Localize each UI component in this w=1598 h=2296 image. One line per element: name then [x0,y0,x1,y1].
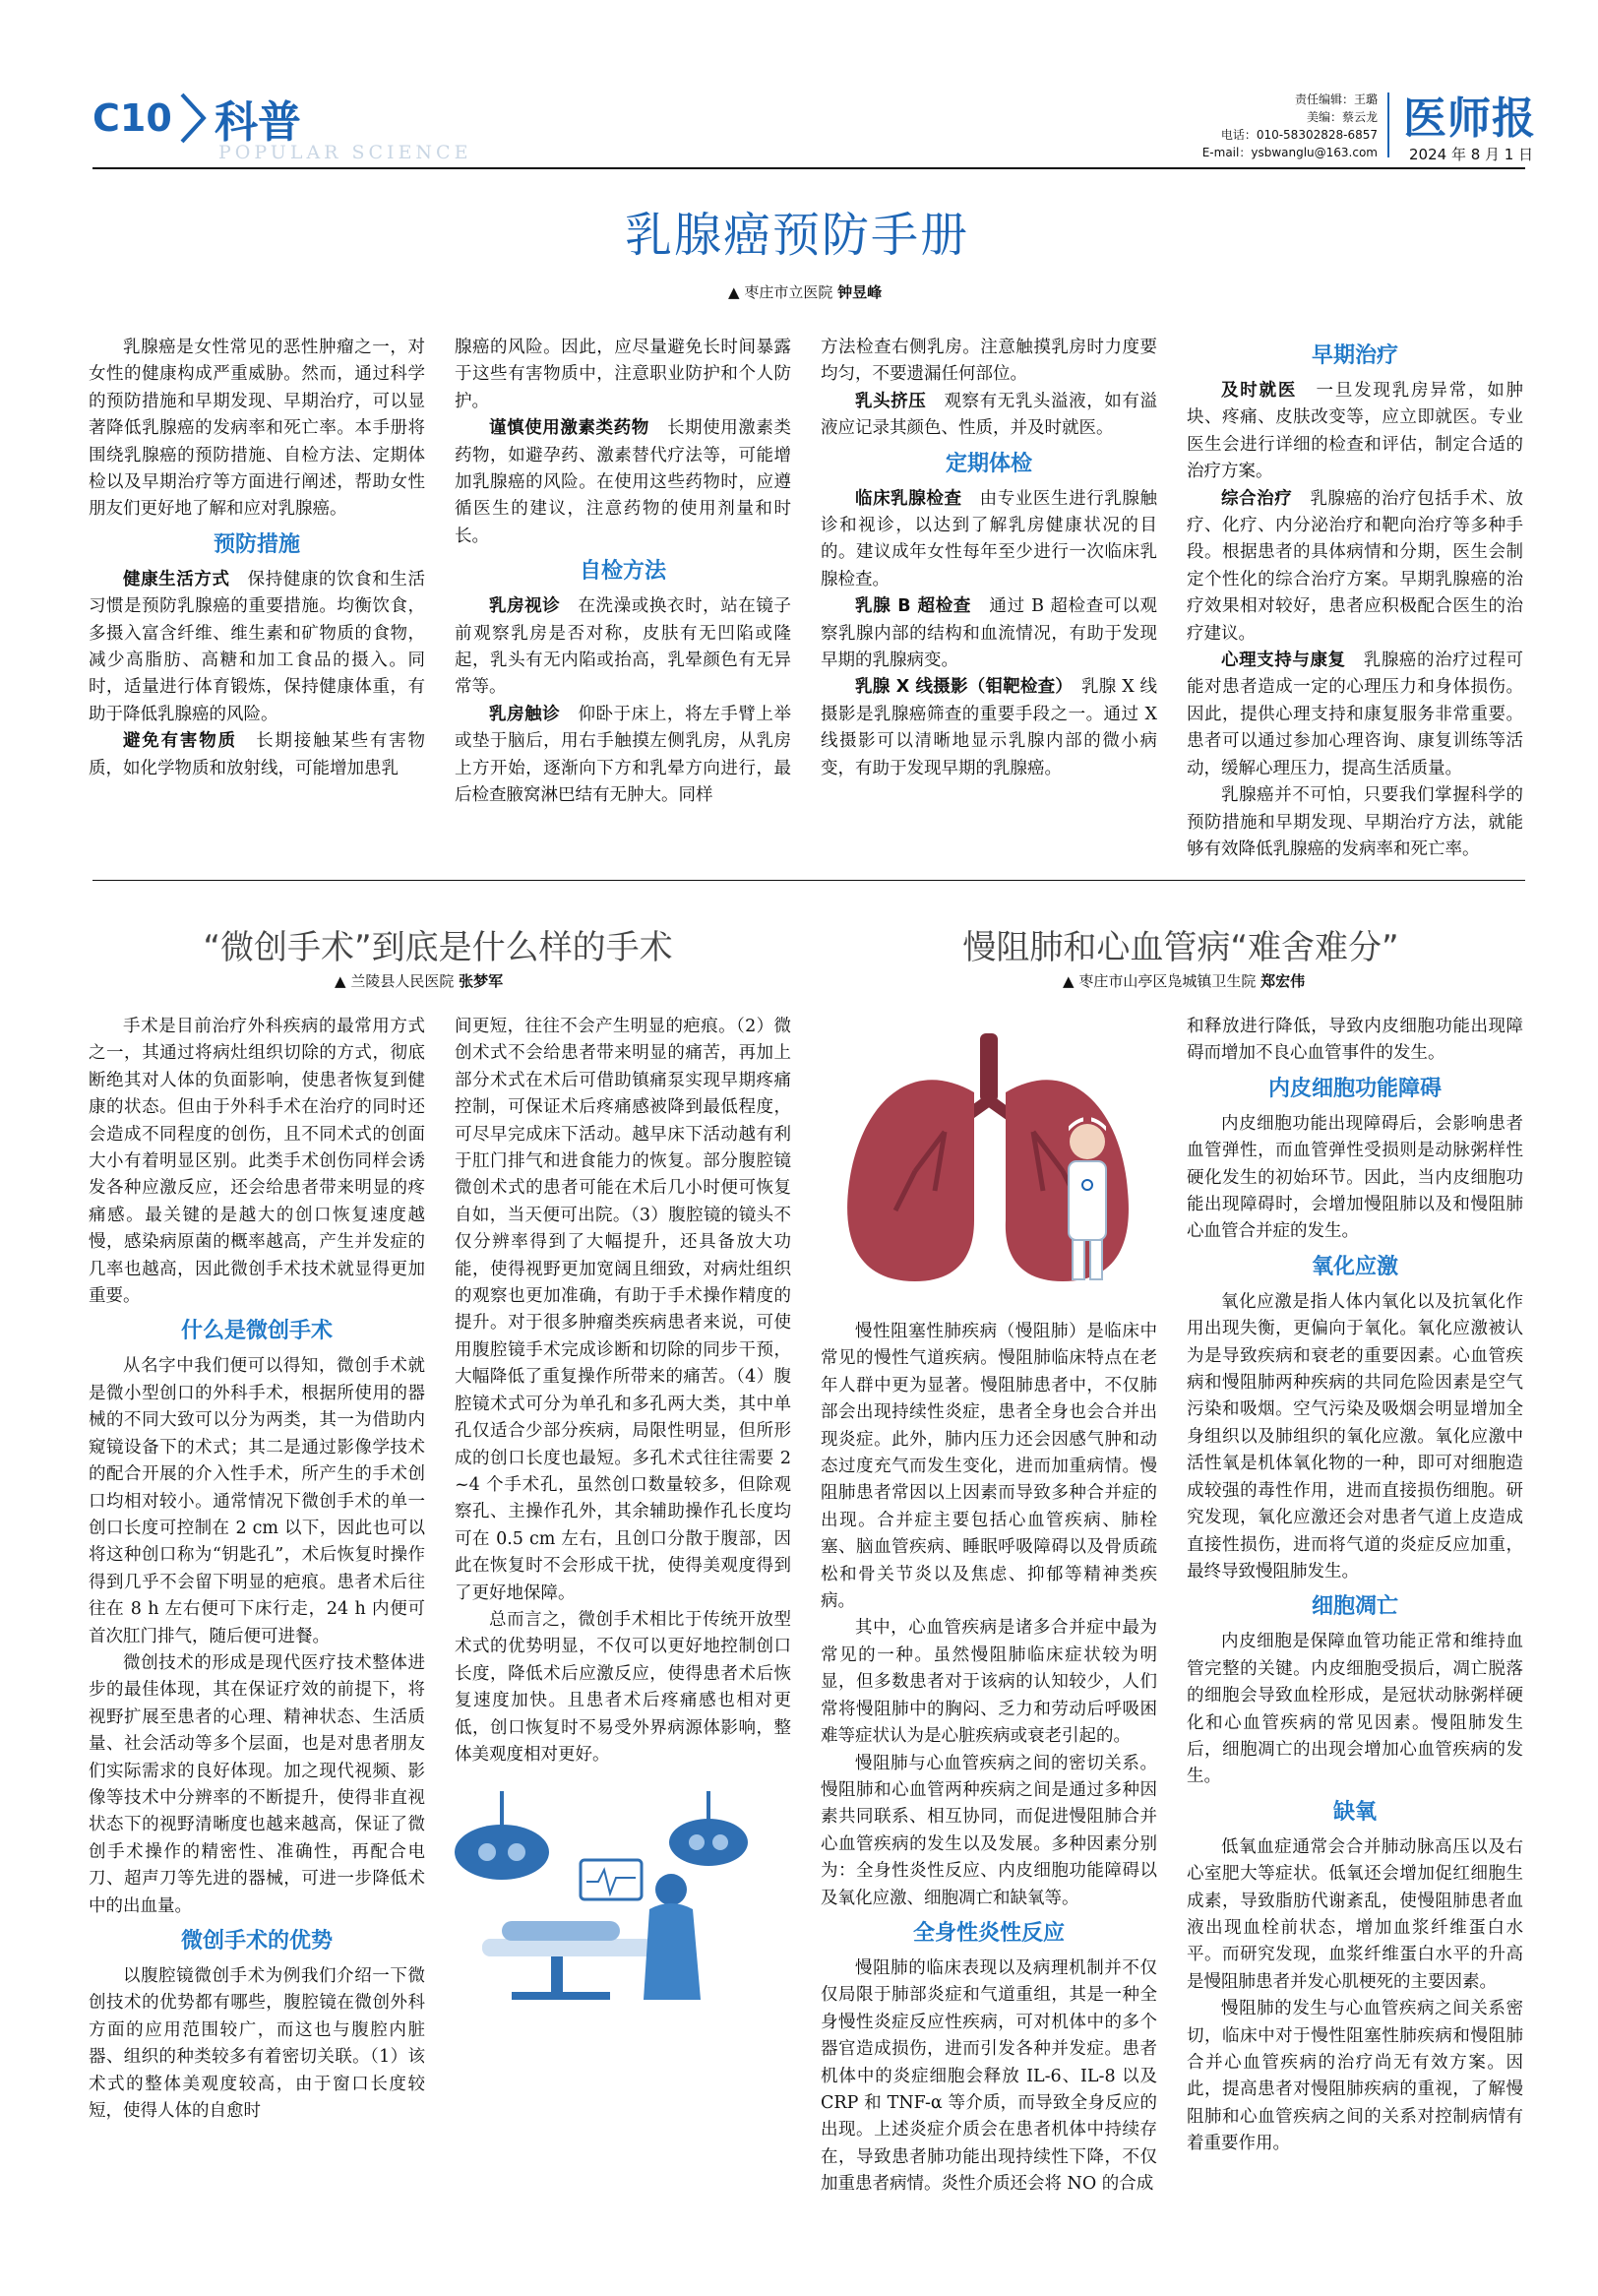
operating-table [482,1939,659,1956]
paragraph-text: 仰卧于床上，将左手臂上举或垫于脑后，用右手触摸左侧乳房，从乳房上方开始，逐渐向下方和乳晕方向进行，最后检查腋窝淋巴结有无肿大。同样 [455,704,791,806]
paragraph-text: 以腹腔镜微创手术为例我们介绍一下微创技术的优势都有哪些，腹腔镜在微创外科方面的应用范围较广，而这也与腹腔内脏器、组织的种类较多有着密切关联。（1）该术式的整体美观度较高，由于窗口长度较短，使得人体的自愈时 [89,1966,425,2122]
paragraph-text: 慢阻肺的发生与心血管疾病之间关系密切，临床中对于慢性阻塞性肺疾病和慢阻肺合并心血管疾病的治疗尚无有效方案。因此，提高患者对慢阻肺疾病的重视，了解慢阻肺和心血管疾病之间的关系对控制病情有着重要作用。 [1187,1999,1523,2154]
subheading: 什么是微创手术 [180,1319,333,1344]
paragraph [455,702,791,810]
paragraph-text: 长期接触某些有害物质，如化学物质和放射线，可能增加患乳 [89,731,426,778]
header-divider [1387,93,1389,157]
article3-col2 [1187,1014,1523,2158]
article1-col2 [455,335,791,810]
paragraph [89,1650,425,1920]
editor: 责任编辑：王璐 [1294,93,1378,106]
paragraph [1187,1289,1523,1585]
paragraph [821,1615,1157,1750]
paragraph-text: 手术是目前治疗外科疾病的最常用方式之一，其通过将病灶组织切除的方式，彻底断绝其对人体的负面影响，使患者恢复到健康的状态。但由于外科手术在治疗的同时还会造成不同程度的创伤，且不同术式的创面大小有着明显区别。此类手术创伤同样会诱发各种应激反应，还会给患者带来明显的疼痛感。最关键的是越大的创口恢复速度越慢，感染病原菌的概率越高，产生并发症的几率也越高，因此微创手术技术就显得更加重要。 [89,1017,425,1307]
triangle-icon: ▲ [1063,972,1075,990]
editor-info [1132,91,1378,161]
paragraph [821,674,1157,782]
lungs-illustration [827,1024,1161,1299]
paragraph-text: 乳腺癌的治疗包括手术、放疗、化疗、内分泌治疗和靶向治疗等多种手段。根据患者的具体病情和分期，医生会制定个性化的综合治疗方案。早期乳腺癌的治疗效果相对较好，患者应积极配合医生的治疗建议。 [1187,488,1523,644]
paragraph [455,415,791,550]
paragraph [821,335,1157,389]
subheading: 早期治疗 [1311,343,1398,368]
paragraph [455,335,791,415]
subheading: 缺氧 [1332,1799,1377,1825]
paragraph [1187,1834,1523,1996]
subheading: 微创手术的优势 [180,1929,333,1954]
paragraph [1187,486,1523,648]
paragraph-text: 间更短，往往不会产生明显的疤痕。（2）微创术式不会给患者带来明显的痛苦，再加上部分术式在术后可借助镇痛泵实现早期疼痛控制，可保证术后疼痛感被降到最低程度，可尽早完成床下活动。越早床下活动越有利于肛门排气和进食能力的恢复。部分腹腔镜微创术式的患者可能在术后几小时便可恢复自如，当天便可出院。（3）腹腔镜的镜头不仅分辨率得到了大幅提升，还具备放大功能，使得视野更加宽阔且细致，对病灶组织的观察也更加准确，有助于手术操作精度的提升。对于很多肿瘤类疾病患者来说，可使用腹腔镜手术完成诊断和切除的同步干预，大幅降低了重复操作所带来的痛苦。（4）腹腔镜术式可分为单孔和多孔两大类，其中单孔仅适合少部分疾病，局限性明显，但所形成的创口长度也最短。多孔术式往往需要 2~4 个手术孔，虽然创口数量较多，但除观察孔、主操作孔外，其余辅助操作孔长度均可在 0.5 cm 左右，且创口分散于腹部，因此在恢复时不会形成干扰，使得美观度得到了更好地保障。 [455,1017,791,1603]
paragraph-text: 慢阻肺与心血管疾病之间的密切关系。慢阻肺和心血管两种疾病之间是通过多种因素共同联系、相互协同，而促进慢阻肺合并心血管疾病的发生以及发展。多种因素分别为：全身性炎性反应、内皮细胞功能障碍以及氧化应激、细胞凋亡和缺氧等。 [821,1753,1157,1908]
paragraph-lead: 心理支持与康复 [1221,651,1346,671]
paragraph-text: 保持健康的饮食和生活习惯是预防乳腺癌的重要措施。均衡饮食，多摄入富含纤维、维生素和矿物质的食物，减少高脂肪、高糖和加工食品的摄入。同时，适量进行体育锻炼，保持健康体重，有助于降低乳腺癌的风险。 [89,569,425,724]
paragraph-text: 乳腺 X 线摄影是乳腺癌筛查的重要手段之一。通过 X 线摄影可以清晰地显示乳腺内部的微小病变，有助于发现早期的乳腺癌。 [821,677,1157,778]
surgery-illustration [443,1791,768,2008]
article1-byline [728,281,882,302]
section-title: 科普 [215,97,301,148]
paragraph-text: 内皮细胞是保障血管功能正常和维持血管完整的关键。内皮细胞受损后，凋亡脱落的细胞会导致血栓形成，是冠状动脉粥样硬化和心血管疾病的常见因素。慢阻肺发生后，细胞凋亡的出现会增加心血管疾病的发生。 [1187,1632,1523,1787]
paragraph [821,1955,1157,2199]
article2-col1 [89,1014,425,2125]
paragraph-text: 一旦发现乳房异常，如肿块、疼痛、皮肤改变等，应立即就医。专业医生会进行详细的检查和评估，制定合适的治疗方案。 [1187,381,1524,482]
paragraph-text: 总而言之，微创手术相比于传统开放型术式的优势明显，不仅可以更好地控制创口长度，降低术后应激反应，使得患者术后恢复速度加快。且患者术后疼痛感也相对更低，创口恢复时不易受外界病源体影响，整体美观度相对更好。 [455,1609,791,1765]
section-rule [92,880,1525,881]
header-rule [92,167,1525,169]
paragraph [1187,378,1523,486]
article2-title: “微创手术”到底是什么样的手术 [203,928,673,967]
article1-col3 [821,335,1157,782]
article2-col2 [455,1014,791,1769]
paragraph-text: 由专业医生进行乳腺触诊和视诊，以达到了解乳房健康状况的目的。建议成年女性每年至少进行一次临床乳腺检查。 [821,488,1157,590]
paragraph-lead: 乳房触诊 [489,704,561,724]
article1-title: 乳腺癌预防手册 [624,208,969,263]
article3-col1 [821,1319,1157,2199]
paragraph [89,728,425,782]
subheading: 全身性炎性反应 [912,1920,1065,1946]
page-number: C10 [92,96,172,140]
byline-author: 张梦军 [459,972,504,990]
surgical-lamp-icon [455,1791,549,1880]
byline-org: 兰陵县人民医院 [350,972,455,990]
paragraph [455,593,791,702]
paragraph [1187,1014,1523,1068]
paragraph-lead: 及时就医 [1221,381,1298,401]
paragraph-lead: 乳头挤压 [855,391,927,411]
paragraph-text: 通过 B 超检查可以观察乳腺内部的结构和血流情况，有助于发现早期的乳腺病变。 [821,596,1157,671]
byline-author: 钟昱峰 [837,283,883,301]
subheading: 氧化应激 [1311,1254,1398,1279]
paragraph-lead: 临床乳腺检查 [855,488,962,509]
paragraph-text: 慢性阻塞性肺疾病（慢阻肺）是临床中常见的慢性气道疾病。慢阻肺临床特点在老年人群中更为显著。慢阻肺患者中，不仅肺部会出现持续性炎症，患者全身也会合并出现炎症。此外，肺内压力还会因感气肿和动态过度充气而发生变化，进而加重病情。慢阻肺患者常因以上因素而导致多种合并症的出现。合并症主要包括心血管疾病、肺栓塞、脑血管疾病、睡眠呼吸障碍以及骨质疏松和骨关节炎以及焦虑、抑郁等精神类疾病。 [821,1322,1157,1612]
paragraph-text: 乳腺癌并不可怕，只要我们掌握科学的预防措施和早期发现、早期治疗方法，就能够有效降低乳腺癌的发病率和死亡率。 [1187,785,1523,859]
subheading: 细胞凋亡 [1311,1594,1398,1620]
paragraph-lead: 乳腺 X 线摄影（钼靶检查） [855,677,1065,698]
paragraph [821,486,1157,594]
subheading: 预防措施 [213,531,300,557]
paragraph [1187,1996,1523,2157]
article3-byline [1063,970,1305,991]
paragraph-text: 微创技术的形成是现代医疗技术整体进步的最佳体现，其在保证疗效的前提下，将视野扩展至患者的心理、精神状态、生活质量、社会活动等多个层面，也是对患者朋友们实际需求的良好体现。加之现代视频、影像等技术中分辨率的不断提升，使得非直视状态下的视野清晰度也越来越高，保证了微创手术操作的精密性、准确性，再配合电刀、超声刀等先进的器械，可进一步降低术中的出血量。 [89,1652,425,1916]
triangle-icon: ▲ [728,283,740,301]
paragraph-lead: 健康生活方式 [123,569,230,590]
triangle-icon: ▲ [335,972,346,990]
paragraph [1187,1111,1523,1246]
paragraph-lead: 乳腺 B 超检查 [855,596,972,617]
paragraph-text: 在洗澡或换衣时，站在镜子前观察乳房是否对称，皮肤有无凹陷或隆起，乳头有无内陷或抬高，乳晕颜色有无异常等。 [455,596,791,698]
paragraph [821,1319,1157,1615]
patient [502,1921,620,1941]
paragraph [1187,648,1523,782]
paragraph-text: 氧化应激是指人体内氧化以及抗氧化作用出现失衡，更偏向于氧化。氧化应激被认为是导致疾病和衰老的重要因素。心血管疾病和慢阻肺两种疾病的共同危险因素是空气污染和吸烟。空气污染及吸烟会明显增加全身组织以及肺组织的氧化应激。氧化应激中活性氧是机体氧化物的一种，即可对细胞造成较强的毒性作用，进而直接损伤细胞。研究发现，氧化应激还会对患者气道上皮造成直接性损伤，进而将气道的炎症反应加重，最终导致慢阻肺发生。 [1187,1291,1523,1582]
paragraph [89,1353,425,1649]
subheading: 定期体检 [945,451,1032,476]
newspaper-logo: 医师报 [1403,93,1536,144]
designer: 美编：蔡云龙 [1306,110,1378,124]
section-subtitle: POPULAR SCIENCE [218,142,472,163]
article1-col4 [1187,335,1523,863]
surgical-lamp-icon [669,1791,748,1866]
paragraph-text: 从名字中我们便可以得知，微创手术就是微小型创口的外科手术，根据所使用的器械的不同大致可以分为两类，其一为借助内窥镜设备下的术式；其二是通过影像学技术的配合开展的介入性手术，所产生的手术创口均相对较小。通常情况下微创手术的单一创口长度可控制在 2 cm 以下，因此也可以将这种创口称为“钥匙孔”，术后恢复时操作得到几乎不会留下明显的疤痕。患者术后往往在 8 h 左右便可下床行走，24 h 内便可首次肛门排气，随后便可进餐。 [89,1356,425,1646]
paragraph-text: 腺癌的风险。因此，应尽量避免长时间暴露于这些有害物质中，注意职业防护和个人防护。 [455,338,791,411]
phone: 电话：010-58302828-6857 [1220,128,1378,142]
paragraph-lead: 乳房视诊 [489,596,561,617]
paragraph-text: 和释放进行降低，导致内皮细胞功能出现障碍而增加不良心血管事件的发生。 [1187,1017,1523,1064]
chevron-right-icon [178,91,208,146]
paragraph-lead: 谨慎使用激素类药物 [489,418,649,439]
paragraph [89,335,425,524]
paragraph-text: 方法检查右侧乳房。注意触摸乳房时力度要均匀，不要遗漏任何部位。 [821,338,1157,385]
paragraph-text: 低氧血症通常会合并肺动脉高压以及右心室肥大等症状。低氧还会增加促红细胞生成素，导致脂肪代谢紊乱，使慢阻肺患者血液出现血栓前状态，增加血浆纤维蛋白水平。而研究发现，血浆纤维蛋白水平的升高是慢阻肺患者并发心肌梗死的主要因素。 [1187,1836,1523,1992]
article1-col1 [89,335,425,782]
paragraph [455,1607,791,1769]
issue-date: 2024 年 8 月 1 日 [1409,146,1534,163]
byline-author: 郑宏伟 [1260,972,1306,990]
subheading: 内皮细胞功能障碍 [1267,1076,1442,1101]
byline-org: 枣庄市山亭区凫城镇卫生院 [1078,972,1257,990]
paragraph [89,1963,425,2125]
paragraph-lead: 避免有害物质 [123,731,237,752]
article3-title: 慢阻肺和心血管病“难舍难分” [962,928,1399,967]
paragraph [1187,782,1523,863]
article2-byline [335,970,503,991]
paragraph-text: 乳腺癌是女性常见的恶性肿瘤之一，对女性的健康构成严重威胁。然而，通过科学的预防措施和早期发现、早期治疗，可以显著降低乳腺癌的发病率和死亡率。本手册将围绕乳腺癌的预防措施、自检方法、定期体检以及早期治疗等方面进行阐述，帮助女性朋友们更好地了解和应对乳腺癌。 [89,338,425,520]
paragraph-text: 内皮细胞功能出现障碍后，会影响患者血管弹性，而血管弹性受损则是动脉粥样性硬化发生的初始环节。因此，当内皮细胞功能出现障碍时，会增加慢阻肺以及和慢阻肺心血管合并症的发生。 [1187,1113,1523,1242]
paragraph-text: 长期使用激素类药物，如避孕药、激素替代疗法等，可能增加乳腺癌的风险。在使用这些药物时，应遵循医生的建议，注意药物的使用剂量和时长。 [455,418,791,546]
surgeon-icon [644,1874,701,2000]
paragraph-text: 观察有无乳头溢液，如有溢液应记录其颜色、性质，并及时就医。 [821,391,1157,439]
paragraph [89,1014,425,1310]
paragraph [89,567,425,728]
paragraph [821,593,1157,674]
paragraph [821,389,1157,443]
paragraph [1187,1629,1523,1790]
paragraph-text: 慢阻肺的临床表现以及病理机制并不仅仅局限于肺部炎症和气道重组，其是一种全身慢性炎症反应性疾病，可对机体中的多个器官造成损伤，进而引发各种并发症。患者机体中的炎症细胞会释放 IL-6、IL-8 以及 CRP 和 TNF-α 等介质，而导致全身反应的出现。上述炎症介质会在患者机体中持续存在，导致患者肺功能出现持续性下降，不仅加重患者病情。炎性介质还会将 NO 的合成 [821,1957,1157,2195]
paragraph-text: 其中，心血管疾病是诸多合并症中最为常见的一种。虽然慢阻肺临床症状较为明显，但多数患者对于该病的认知较少，人们常将慢阻肺中的胸闷、乏力和劳动后呼吸困难等症状认为是心脏疾病或衰老引起的。 [821,1618,1157,1747]
paragraph [455,1014,791,1607]
paragraph [821,1751,1157,1912]
email: E-mail：ysbwanglu@163.com [1201,146,1378,159]
paragraph-lead: 综合治疗 [1221,488,1293,509]
subheading: 自检方法 [579,559,666,585]
byline-org: 枣庄市立医院 [744,283,833,301]
paragraph-text: 乳腺癌的治疗过程可能对患者造成一定的心理压力和身体损伤。因此，提供心理支持和康复服务非常重要。患者可以通过参加心理咨询、康复训练等活动，缓解心理压力，提高生活质量。 [1187,651,1523,778]
